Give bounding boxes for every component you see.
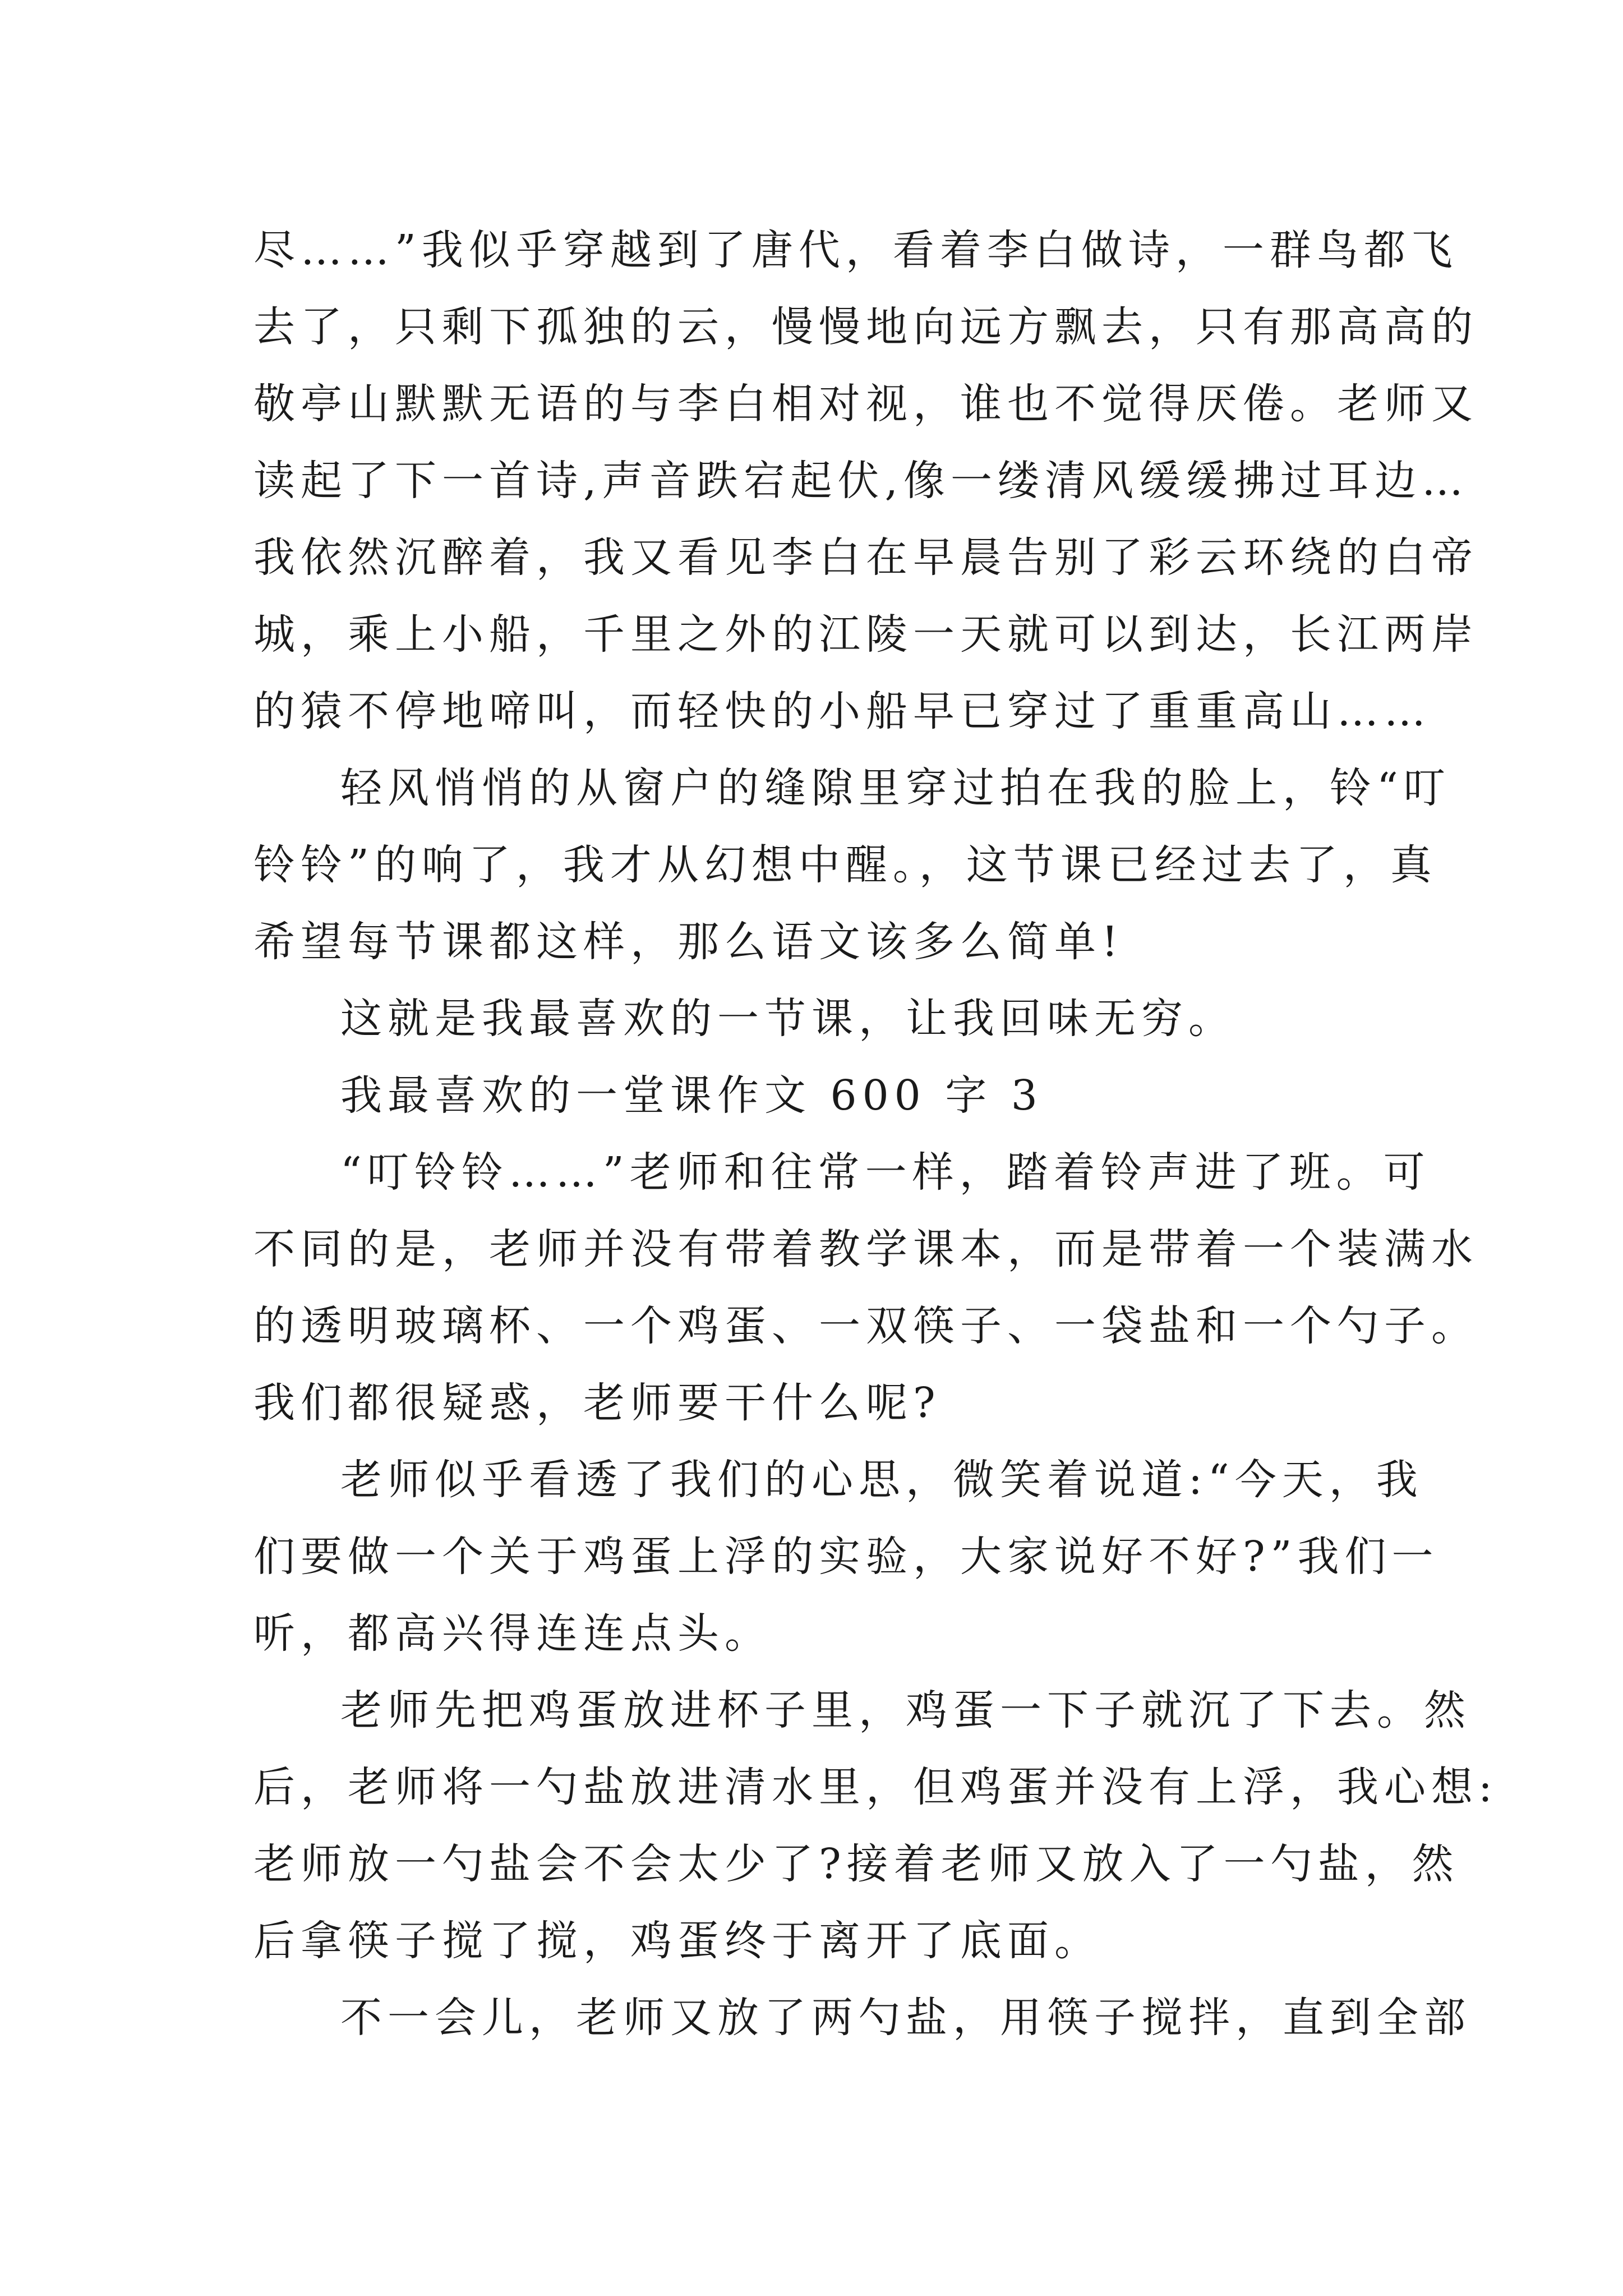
text-line: 不一会儿，老师又放了两勺盐，用筷子搅拌，直到全部 (340, 1994, 1471, 2042)
text-line: 听，都高兴得连连点头。 (253, 1609, 772, 1658)
text-line: 希望每节课都这样，那么语文该多么简单! (253, 918, 1124, 966)
text-line: 去了，只剩下孤独的云，慢慢地向远方飘去，只有那高高的 (253, 303, 1478, 351)
text-line: 铃铃”的响了，我才从幻想中醒。，这节课已经过去了，真 (253, 841, 1437, 889)
section-heading: 我最喜欢的一堂课作文 600 字 3 (340, 1071, 1043, 1120)
text-line: 们要做一个关于鸡蛋上浮的实验，大家说好不好?”我们一 (253, 1533, 1439, 1581)
text-line: 敬亭山默默无语的与李白相对视，谁也不觉得厌倦。老师又 (253, 380, 1478, 428)
text-line: 后拿筷子搅了搅，鸡蛋终于离开了底面。 (253, 1917, 1101, 1965)
text-line: 城，乘上小船，千里之外的江陵一天就可以到达，长江两岸 (253, 610, 1478, 659)
text-line: 读起了下一首诗,声音跌宕起伏,像一缕清风缓缓拂过耳边… (253, 457, 1469, 505)
text-line: 尽……”我似乎穿越到了唐代，看着李白做诗，一群鸟都飞 (253, 226, 1458, 274)
text-line: “叮铃铃……”老师和往常一样，踏着铃声进了班。可 (340, 1148, 1431, 1197)
essay-text (253, 212, 1498, 2056)
text-line: 的猿不停地啼叫，而轻快的小船早已穿过了重重高山…… (253, 687, 1431, 735)
text-line: 我依然沉醉着，我又看见李白在早晨告别了彩云环绕的白帝 (253, 533, 1478, 582)
text-line: 的透明玻璃杯、一个鸡蛋、一双筷子、一袋盐和一个勺子。 (253, 1302, 1478, 1350)
text-line: 老师先把鸡蛋放进杯子里，鸡蛋一下子就沉了下去。然 (340, 1686, 1471, 1734)
text-line: 轻风悄悄的从窗户的缝隙里穿过拍在我的脸上，铃“叮 (340, 764, 1451, 812)
text-line: 我们都很疑惑，老师要干什么呢? (253, 1379, 941, 1427)
text-line: 不同的是，老师并没有带着教学课本，而是带着一个装满水 (253, 1225, 1478, 1273)
text-line: 这就是我最喜欢的一节课，让我回味无穷。 (340, 995, 1235, 1043)
text-line: 老师似乎看透了我们的心思，微笑着说道:“今天，我 (340, 1456, 1423, 1504)
text-line: 后，老师将一勺盐放进清水里，但鸡蛋并没有上浮，我心想: (253, 1763, 1498, 1811)
text-line: 老师放一勺盐会不会太少了?接着老师又放入了一勺盐，然 (253, 1840, 1459, 1888)
